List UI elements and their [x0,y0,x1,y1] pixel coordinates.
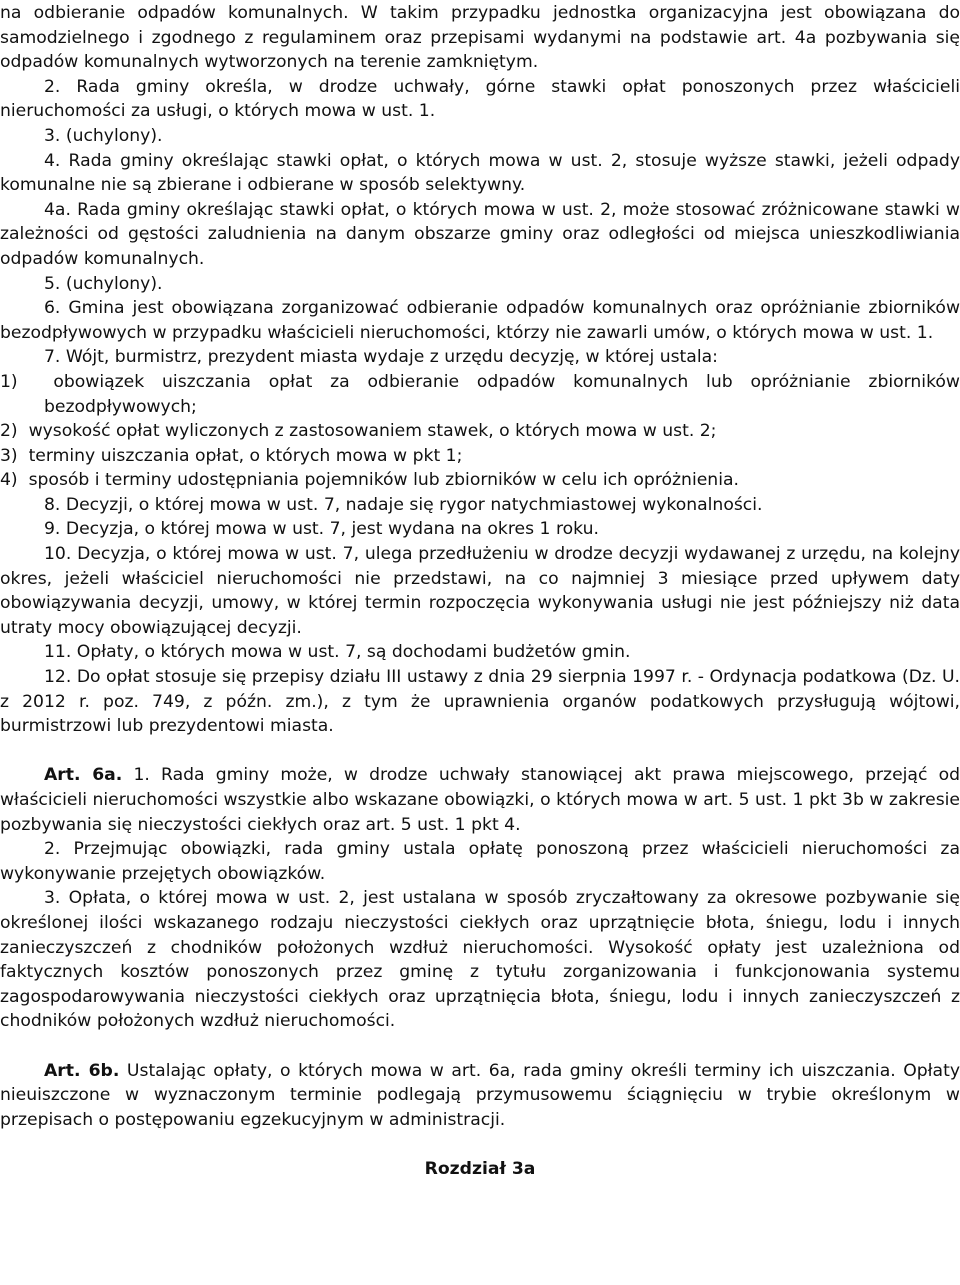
paragraph: 10. Decyzja, o której mowa w ust. 7, ulega przedłużeniu w drodze decyzji wydawanej z urzędu, na kolejny okres, jeżeli właściciel nieruchomości nie przedstawi, na co najmniej 3 miesiące przed upływem daty obowiązywania decyzji, umowy, w której termin rozpoczęcia wykonywania usługi nie jest późniejszy niż data utraty mocy obowiązującej decyzji. [0,544,960,638]
document-page [0,1,960,1199]
article-6a-intro [0,763,960,837]
list-item: 2) wysokość opłat wyliczonych z zastosowaniem stawek, o których mowa w ust. 2; [0,421,717,442]
paragraph: 4. Rada gminy określając stawki opłat, o których mowa w ust. 2, stosuje wyższe stawki, jeżeli odpady komunalne nie są zbierane i odbierane w sposób selektywny. [0,150,960,196]
paragraph: 8. Decyzji, o której mowa w ust. 7, nadaje się rygor natychmiastowej wykonalności. [44,494,763,515]
spacer [0,1034,960,1059]
article-text: Ustalając opłaty, o których mowa w art. 6a, rada gminy określi terminy ich uiszczania. Opłaty nieuiszczone w wyznaczonym terminie podlegają przymusowemu ściągnięciu w trybie określonym w przepisach o postępowaniu egzekucyjnym w administracji. [0,1060,960,1130]
paragraph: 3. Opłata, o której mowa w ust. 2, jest ustalana w sposób zryczałtowany za okresowe pozbywanie się określonej ilości wskazanego rodzaju nieczystości ciekłych oraz uprzątnięcie błota, śniegu, lodu i innych zanieczyszczeń z chodników położonych wzdłuż nieruchomości. Wysokość opłaty jest uzależniona od faktycznych kosztów ponoszonych przez gminę z tytułu zorganizowania i funkcjonowania systemu zagospodarowywania nieczystości ciekłych oraz uprzątnięcia błota, śniegu, lodu i innych zanieczyszczeń z chodników położonych wzdłuż nieruchomości. [0,888,960,1032]
paragraph: 11. Opłaty, o których mowa w ust. 7, są dochodami budżetów gmin. [44,642,631,663]
list-item: 3) terminy uiszczania opłat, o których mowa w pkt 1; [0,445,463,466]
paragraph: 7. Wójt, burmistrz, prezydent miasta wydaje z urzędu decyzję, w której ustala: [44,347,718,368]
paragraph: 4a. Rada gminy określając stawki opłat, o których mowa w ust. 2, może stosować zróżnicowane stawki w zależności od gęstości zaludnienia na danym obszarze gminy oraz odległości od miejsca unieszkodliwiania odpadów komunalnych. [0,199,960,269]
article-text: 1. Rada gminy może, w drodze uchwały stanowiącej akt prawa miejscowego, przejąć od właścicieli nieruchomości wszystkie albo wskazane obowiązki, o których mowa w art. 5 ust. 1 pkt 3b w zakresie pozbywania się nieczystości ciekłych oraz art. 5 ust. 1 pkt 4. [0,765,960,835]
paragraph: 2. Rada gminy określa, w drodze uchwały, górne stawki opłat ponoszonych przez właścicieli nieruchomości za usługi, o których mowa w ust. 1. [0,76,960,122]
spacer [0,1132,960,1157]
list-item: 1) obowiązek uiszczania opłat za odbieranie odpadów komunalnych lub opróżnianie zbiorników bezodpływowych; [0,371,960,417]
chapter-heading: Rozdział 3a [424,1158,536,1179]
paragraph: 12. Do opłat stosuje się przepisy działu III ustawy z dnia 29 sierpnia 1997 r. - Ordynacja podatkowa (Dz. U. z 2012 r. poz. 749, z późn. zm.), z tym że uprawnienia organów podatkowych przysługują wójtowi, burmistrzowi lub prezydentowi miasta. [0,667,960,737]
paragraph: 5. (uchylony). [44,273,163,294]
spacer [0,739,960,764]
article-heading: Art. 6b. [44,1060,120,1081]
list-item: 4) sposób i terminy udostępniania pojemników lub zbiorników w celu ich opróżnienia. [0,470,739,491]
paragraph: na odbieranie odpadów komunalnych. W takim przypadku jednostka organizacyjna jest obowiązana do samodzielnego i zgodnego z regulaminem oraz przepisami wydanymi na podstawie art. 4a pozbywania się odpadów komunalnych wytworzonych na terenie zamkniętym. [0,3,960,73]
paragraph: 6. Gmina jest obowiązana zorganizować odbieranie odpadów komunalnych oraz opróżnianie zbiorników bezodpływowych w przypadku właścicieli nieruchomości, którzy nie zawarli umów, o których mowa w ust. 1. [0,298,960,343]
article-6b [0,1059,960,1133]
paragraph: 2. Przejmując obowiązki, rada gminy ustala opłatę ponoszoną przez właścicieli nieruchomości za wykonywanie przejętych obowiązków. [0,839,960,884]
paragraph: 9. Decyzja, o której mowa w ust. 7, jest wydana na okres 1 roku. [44,519,599,540]
paragraph: 3. (uchylony). [44,125,163,146]
article-heading: Art. 6a. [44,765,123,786]
